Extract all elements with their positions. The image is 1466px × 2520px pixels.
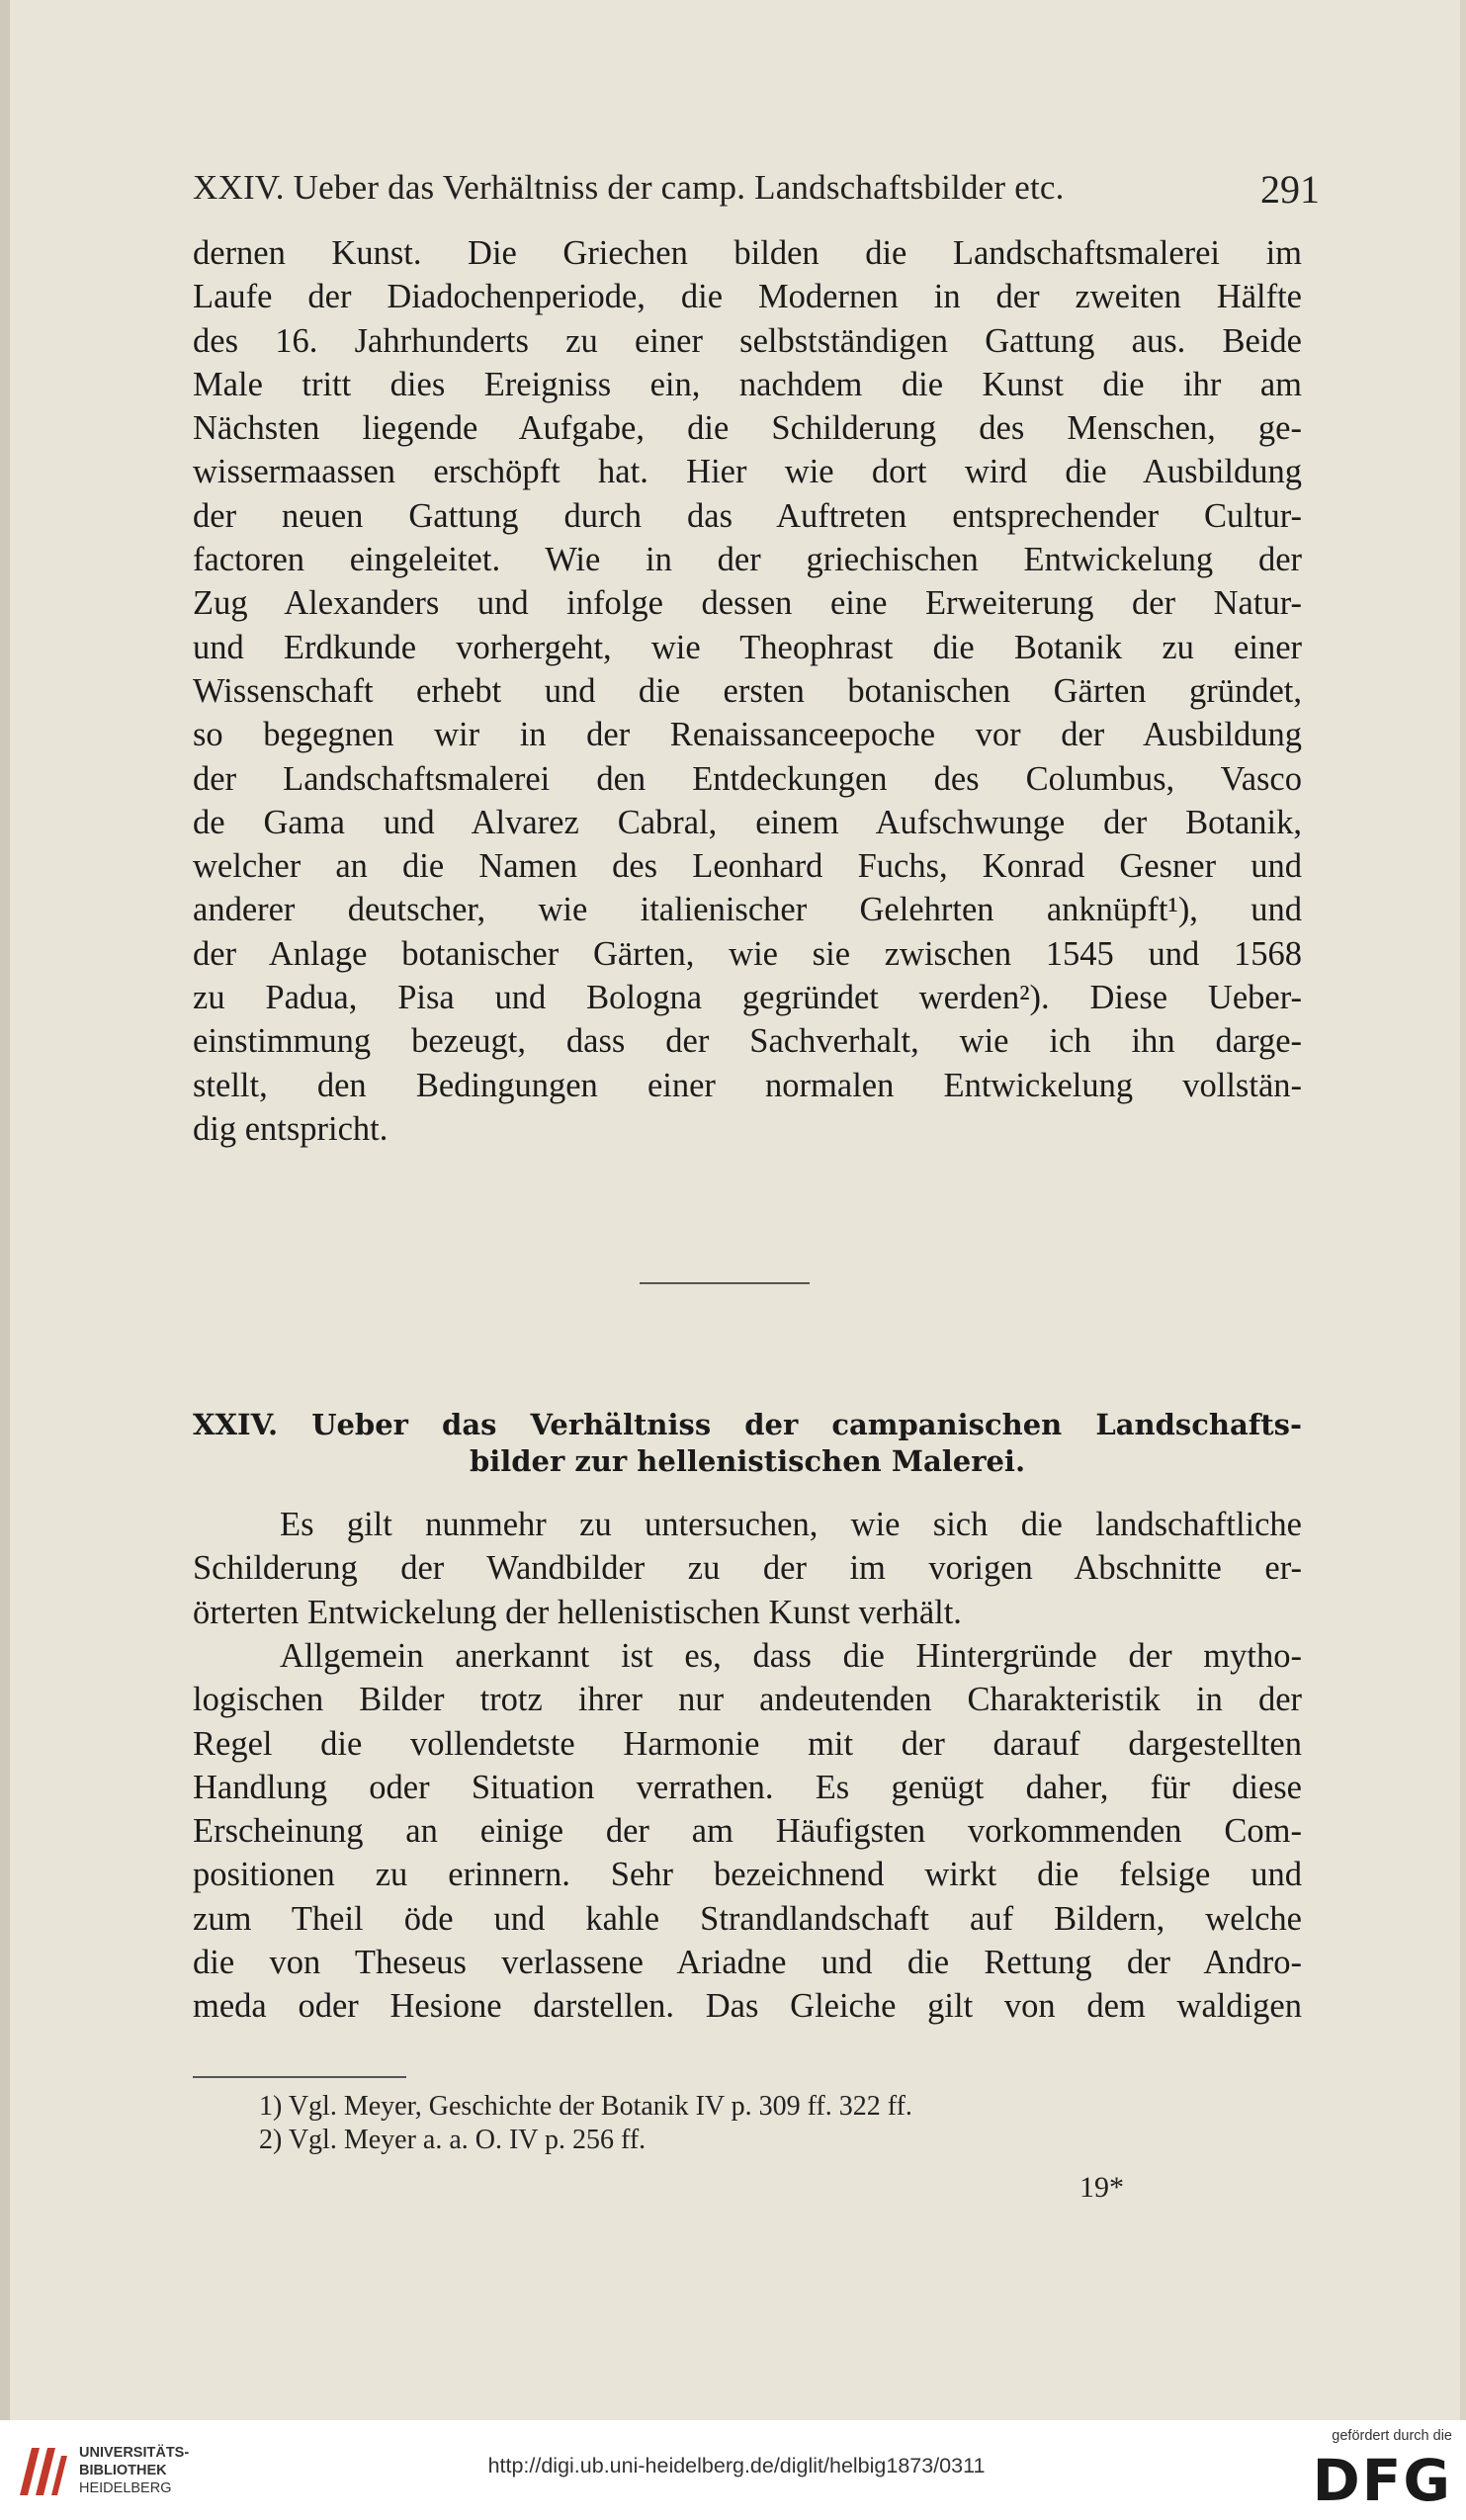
dfg-wordmark: DFG <box>1312 2447 1452 2514</box>
text-line: Zug Alexanders und infolge dessen eine Erweiterung der Natur- <box>193 584 1302 623</box>
dfg-logo[interactable] <box>1284 2428 1452 2515</box>
text-line: dernen Kunst. Die Griechen bilden die Landschaftsmalerei im <box>193 234 1302 272</box>
footnote: 1) Vgl. Meyer, Geschichte der Botanik IV p. 309 ff. 322 ff. <box>259 2091 912 2122</box>
funding-caption: gefördert durch die <box>1332 2428 1452 2444</box>
scan-edge-left <box>0 0 10 2420</box>
text-line: Laufe der Diadochenperiode, die Modernen in der zweiten Hälfte <box>193 278 1302 316</box>
text-line: Es gilt nunmehr zu untersuchen, wie sich die landschaftliche <box>280 1506 1302 1543</box>
library-name <box>79 2444 189 2497</box>
viewer-footer <box>0 2420 1466 2520</box>
text-line: zum Theil öde und kahle Strandlandschaft auf Bildern, welche <box>193 1899 1302 1938</box>
library-name-line: UNIVERSITÄTS- <box>79 2445 190 2461</box>
permalink-url[interactable]: http://digi.ub.uni-heidelberg.de/diglit/helbig1873/0311 <box>487 2454 986 2477</box>
text-line: und Erdkunde vorhergeht, wie Theophrast die Botanik zu einer <box>193 628 1302 666</box>
text-line: positionen zu erinnern. Sehr bezeichnend wirkt die felsige und <box>193 1856 1302 1894</box>
text-line: örterten Entwickelung der hellenistischen Kunst verhält. <box>193 1593 962 1631</box>
text-line: Schilderung der Wandbilder zu der im vorigen Abschnitte er- <box>193 1549 1302 1588</box>
page-number: 291 <box>1260 167 1320 212</box>
text-line: meda oder Hesione darstellen. Das Gleiche gilt von dem waldigen <box>193 1987 1302 2026</box>
text-line: Erscheinung an einige der am Häufigsten vorkommenden Com- <box>193 1812 1302 1851</box>
paragraph-continued <box>193 231 1302 1151</box>
text-line: Male tritt dies Ereigniss ein, nachdem die Kunst die ihr am <box>193 365 1302 403</box>
text-line: zu Padua, Pisa und Bologna gegründet werden²). Diese Ueber- <box>193 979 1302 1017</box>
library-seal-icon <box>14 2442 71 2501</box>
text-line: dig entspricht. <box>193 1109 388 1148</box>
running-title: XXIV. Ueber das Verhältniss der camp. Landschaftsbilder etc. <box>193 168 1065 207</box>
footnotes <box>259 2090 1248 2157</box>
text-line: so begegnen wir in der Renaissanceepoche vor der Ausbildung <box>193 716 1302 754</box>
paragraph <box>193 1503 1302 1634</box>
paragraph <box>193 1634 1302 2029</box>
text-line: de Gama und Alvarez Cabral, einem Aufschwunge der Botanik, <box>193 803 1302 841</box>
scan-edge-right <box>1460 0 1466 2420</box>
footnote-divider <box>193 2076 406 2078</box>
section-heading <box>193 1407 1302 1480</box>
text-line: Wissenschaft erhebt und die ersten botanischen Gärten gründet, <box>193 671 1302 710</box>
library-name-line: HEIDELBERG <box>79 2480 172 2496</box>
text-line: stellt, den Bedingungen einer normalen Entwickelung vollstän- <box>193 1066 1302 1104</box>
section-heading-line: bilder zur hellenistischen Malerei. <box>469 1444 1026 1478</box>
section-divider <box>640 1282 810 1284</box>
text-line: Nächsten liegende Aufgabe, die Schilderung des Menschen, ge- <box>193 409 1302 448</box>
running-header <box>193 163 1320 213</box>
section-heading-line: XXIV. Ueber das Verhältniss der campanischen Landschafts- <box>193 1408 1302 1441</box>
library-name-line: BIBLIOTHEK <box>79 2463 167 2478</box>
text-line: der neuen Gattung durch das Auftreten entsprechender Cultur- <box>193 496 1302 535</box>
text-line: die von Theseus verlassene Ariadne und die Rettung der Andro- <box>193 1944 1302 1982</box>
footnote: 2) Vgl. Meyer a. a. O. IV p. 256 ff. <box>259 2125 647 2155</box>
text-line: wissermaassen erschöpft hat. Hier wie dort wird die Ausbildung <box>193 453 1302 491</box>
text-line: logischen Bilder trotz ihrer nur andeutenden Charakteristik in der <box>193 1681 1302 1719</box>
text-line: des 16. Jahrhunderts zu einer selbstständigen Gattung aus. Beide <box>193 321 1302 360</box>
text-line: Handlung oder Situation verrathen. Es genügt daher, für diese <box>193 1768 1302 1806</box>
text-line: Allgemein anerkannt ist es, dass die Hintergründe der mytho- <box>280 1637 1302 1675</box>
text-line: anderer deutscher, wie italienischer Gelehrten anknüpft¹), und <box>193 891 1302 929</box>
text-line: factoren eingeleitet. Wie in der griechischen Entwickelung der <box>193 541 1302 579</box>
text-line: welcher an die Namen des Leonhard Fuchs, Konrad Gesner und <box>193 847 1302 886</box>
text-line: Regel die vollendetste Harmonie mit der darauf dargestellten <box>193 1724 1302 1763</box>
text-line: der Landschaftsmalerei den Entdeckungen des Columbus, Vasco <box>193 759 1302 798</box>
text-line: einstimmung bezeugt, dass der Sachverhalt, wie ich ihn darge- <box>193 1022 1302 1061</box>
university-library-logo[interactable] <box>14 2442 212 2501</box>
printer-signature-mark: 19* <box>1079 2171 1124 2204</box>
text-line: der Anlage botanischer Gärten, wie sie zwischen 1545 und 1568 <box>193 934 1302 973</box>
